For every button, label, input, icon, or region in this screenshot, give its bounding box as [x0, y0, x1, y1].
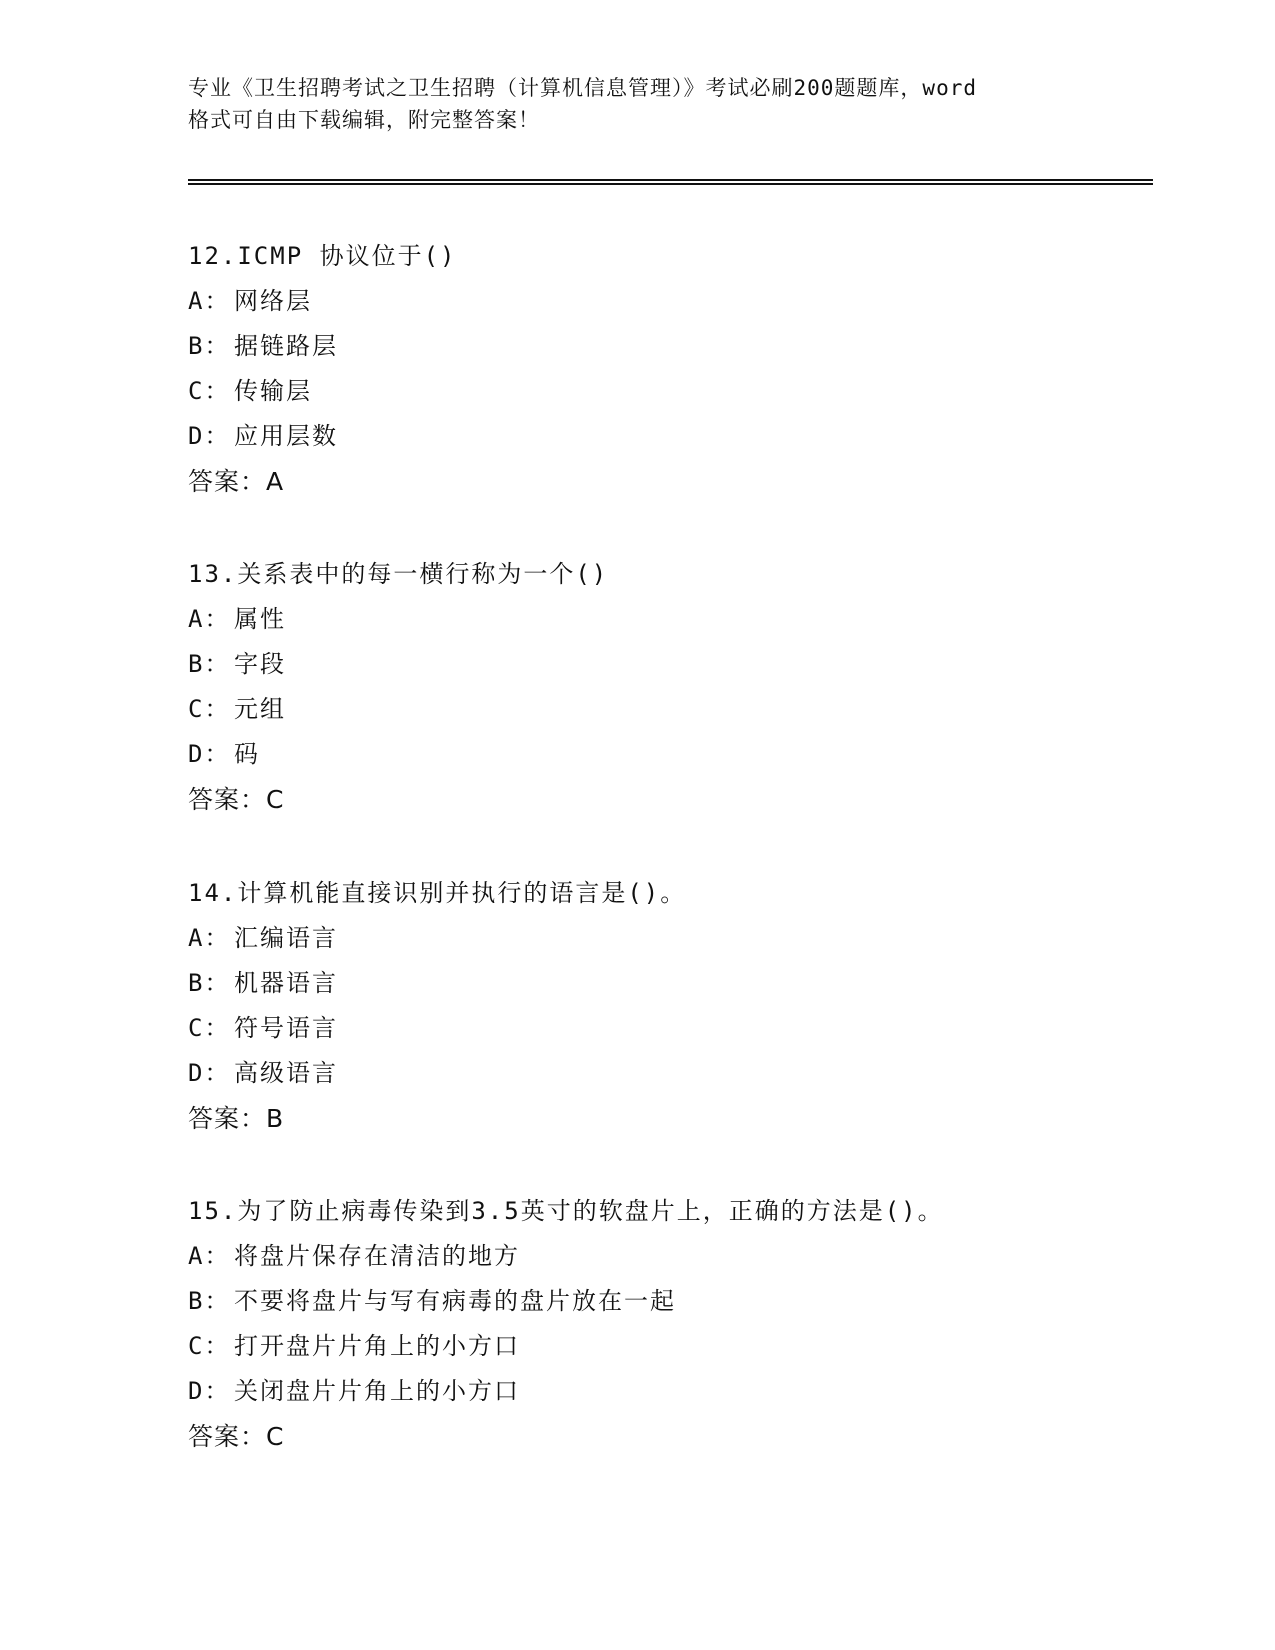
option-letter: D：	[188, 740, 231, 768]
option-text: 高级语言	[234, 1059, 338, 1087]
option-text: 不要将盘片与写有病毒的盘片放在一起	[234, 1287, 676, 1315]
question-title: 15.为了防止病毒传染到3.5英寸的软盘片上，正确的方法是()。	[188, 1197, 944, 1225]
answer-line: 答案：C	[188, 785, 285, 814]
option-c	[188, 1324, 1148, 1369]
option-text: 字段	[234, 650, 286, 678]
option-c	[188, 1006, 1148, 1051]
question-title: 14.计算机能直接识别并执行的语言是()。	[188, 879, 687, 907]
option-text: 汇编语言	[234, 924, 338, 952]
answer-line: 答案：B	[188, 1104, 285, 1133]
answer-line: 答案：C	[188, 1422, 285, 1451]
option-text: 据链路层	[234, 332, 338, 360]
option-a	[188, 597, 1148, 642]
option-letter: B：	[188, 969, 231, 997]
option-text: 属性	[234, 605, 286, 633]
question-13	[188, 551, 1148, 823]
question-15	[188, 1188, 1148, 1460]
option-letter: D：	[188, 1059, 231, 1087]
option-letter: D：	[188, 422, 231, 450]
option-text: 码	[234, 740, 260, 768]
option-b	[188, 1279, 1148, 1324]
option-b	[188, 642, 1148, 687]
option-text: 传输层	[234, 377, 312, 405]
option-b	[188, 961, 1148, 1006]
option-letter: A：	[188, 924, 231, 952]
option-text: 将盘片保存在清洁的地方	[234, 1242, 520, 1270]
option-letter: D：	[188, 1377, 231, 1405]
header-divider-bottom	[188, 183, 1153, 185]
option-c	[188, 687, 1148, 732]
option-a	[188, 916, 1148, 961]
option-text: 应用层数	[234, 422, 338, 450]
option-c	[188, 369, 1148, 414]
question-title: 13.关系表中的每一横行称为一个()	[188, 560, 609, 588]
option-text: 机器语言	[234, 969, 338, 997]
header-line-2: 格式可自由下载编辑，附完整答案！	[188, 108, 540, 132]
question-12	[188, 233, 1148, 505]
option-letter: A：	[188, 1242, 231, 1270]
option-letter: B：	[188, 650, 231, 678]
header-line-1: 专业《卫生招聘考试之卫生招聘（计算机信息管理）》考试必刷200题题库，word	[188, 76, 977, 100]
option-letter: C：	[188, 695, 231, 723]
option-d	[188, 414, 1148, 459]
option-letter: B：	[188, 332, 231, 360]
option-d	[188, 1051, 1148, 1096]
option-text: 打开盘片片角上的小方口	[234, 1332, 520, 1360]
option-text: 关闭盘片片角上的小方口	[234, 1377, 520, 1405]
option-letter: A：	[188, 605, 231, 633]
option-text: 符号语言	[234, 1014, 338, 1042]
option-letter: C：	[188, 1014, 231, 1042]
option-a	[188, 1234, 1148, 1279]
option-letter: C：	[188, 1332, 231, 1360]
option-text: 元组	[234, 695, 286, 723]
document-header	[188, 72, 1088, 136]
option-d	[188, 1369, 1148, 1414]
question-title: 12.ICMP 协议位于()	[188, 242, 457, 270]
option-letter: A：	[188, 287, 231, 315]
option-b	[188, 324, 1148, 369]
option-letter: B：	[188, 1287, 231, 1315]
option-d	[188, 732, 1148, 777]
option-a	[188, 279, 1148, 324]
answer-line: 答案：A	[188, 467, 285, 496]
option-letter: C：	[188, 377, 231, 405]
header-divider-top	[188, 179, 1153, 181]
question-14	[188, 870, 1148, 1142]
option-text: 网络层	[234, 287, 312, 315]
